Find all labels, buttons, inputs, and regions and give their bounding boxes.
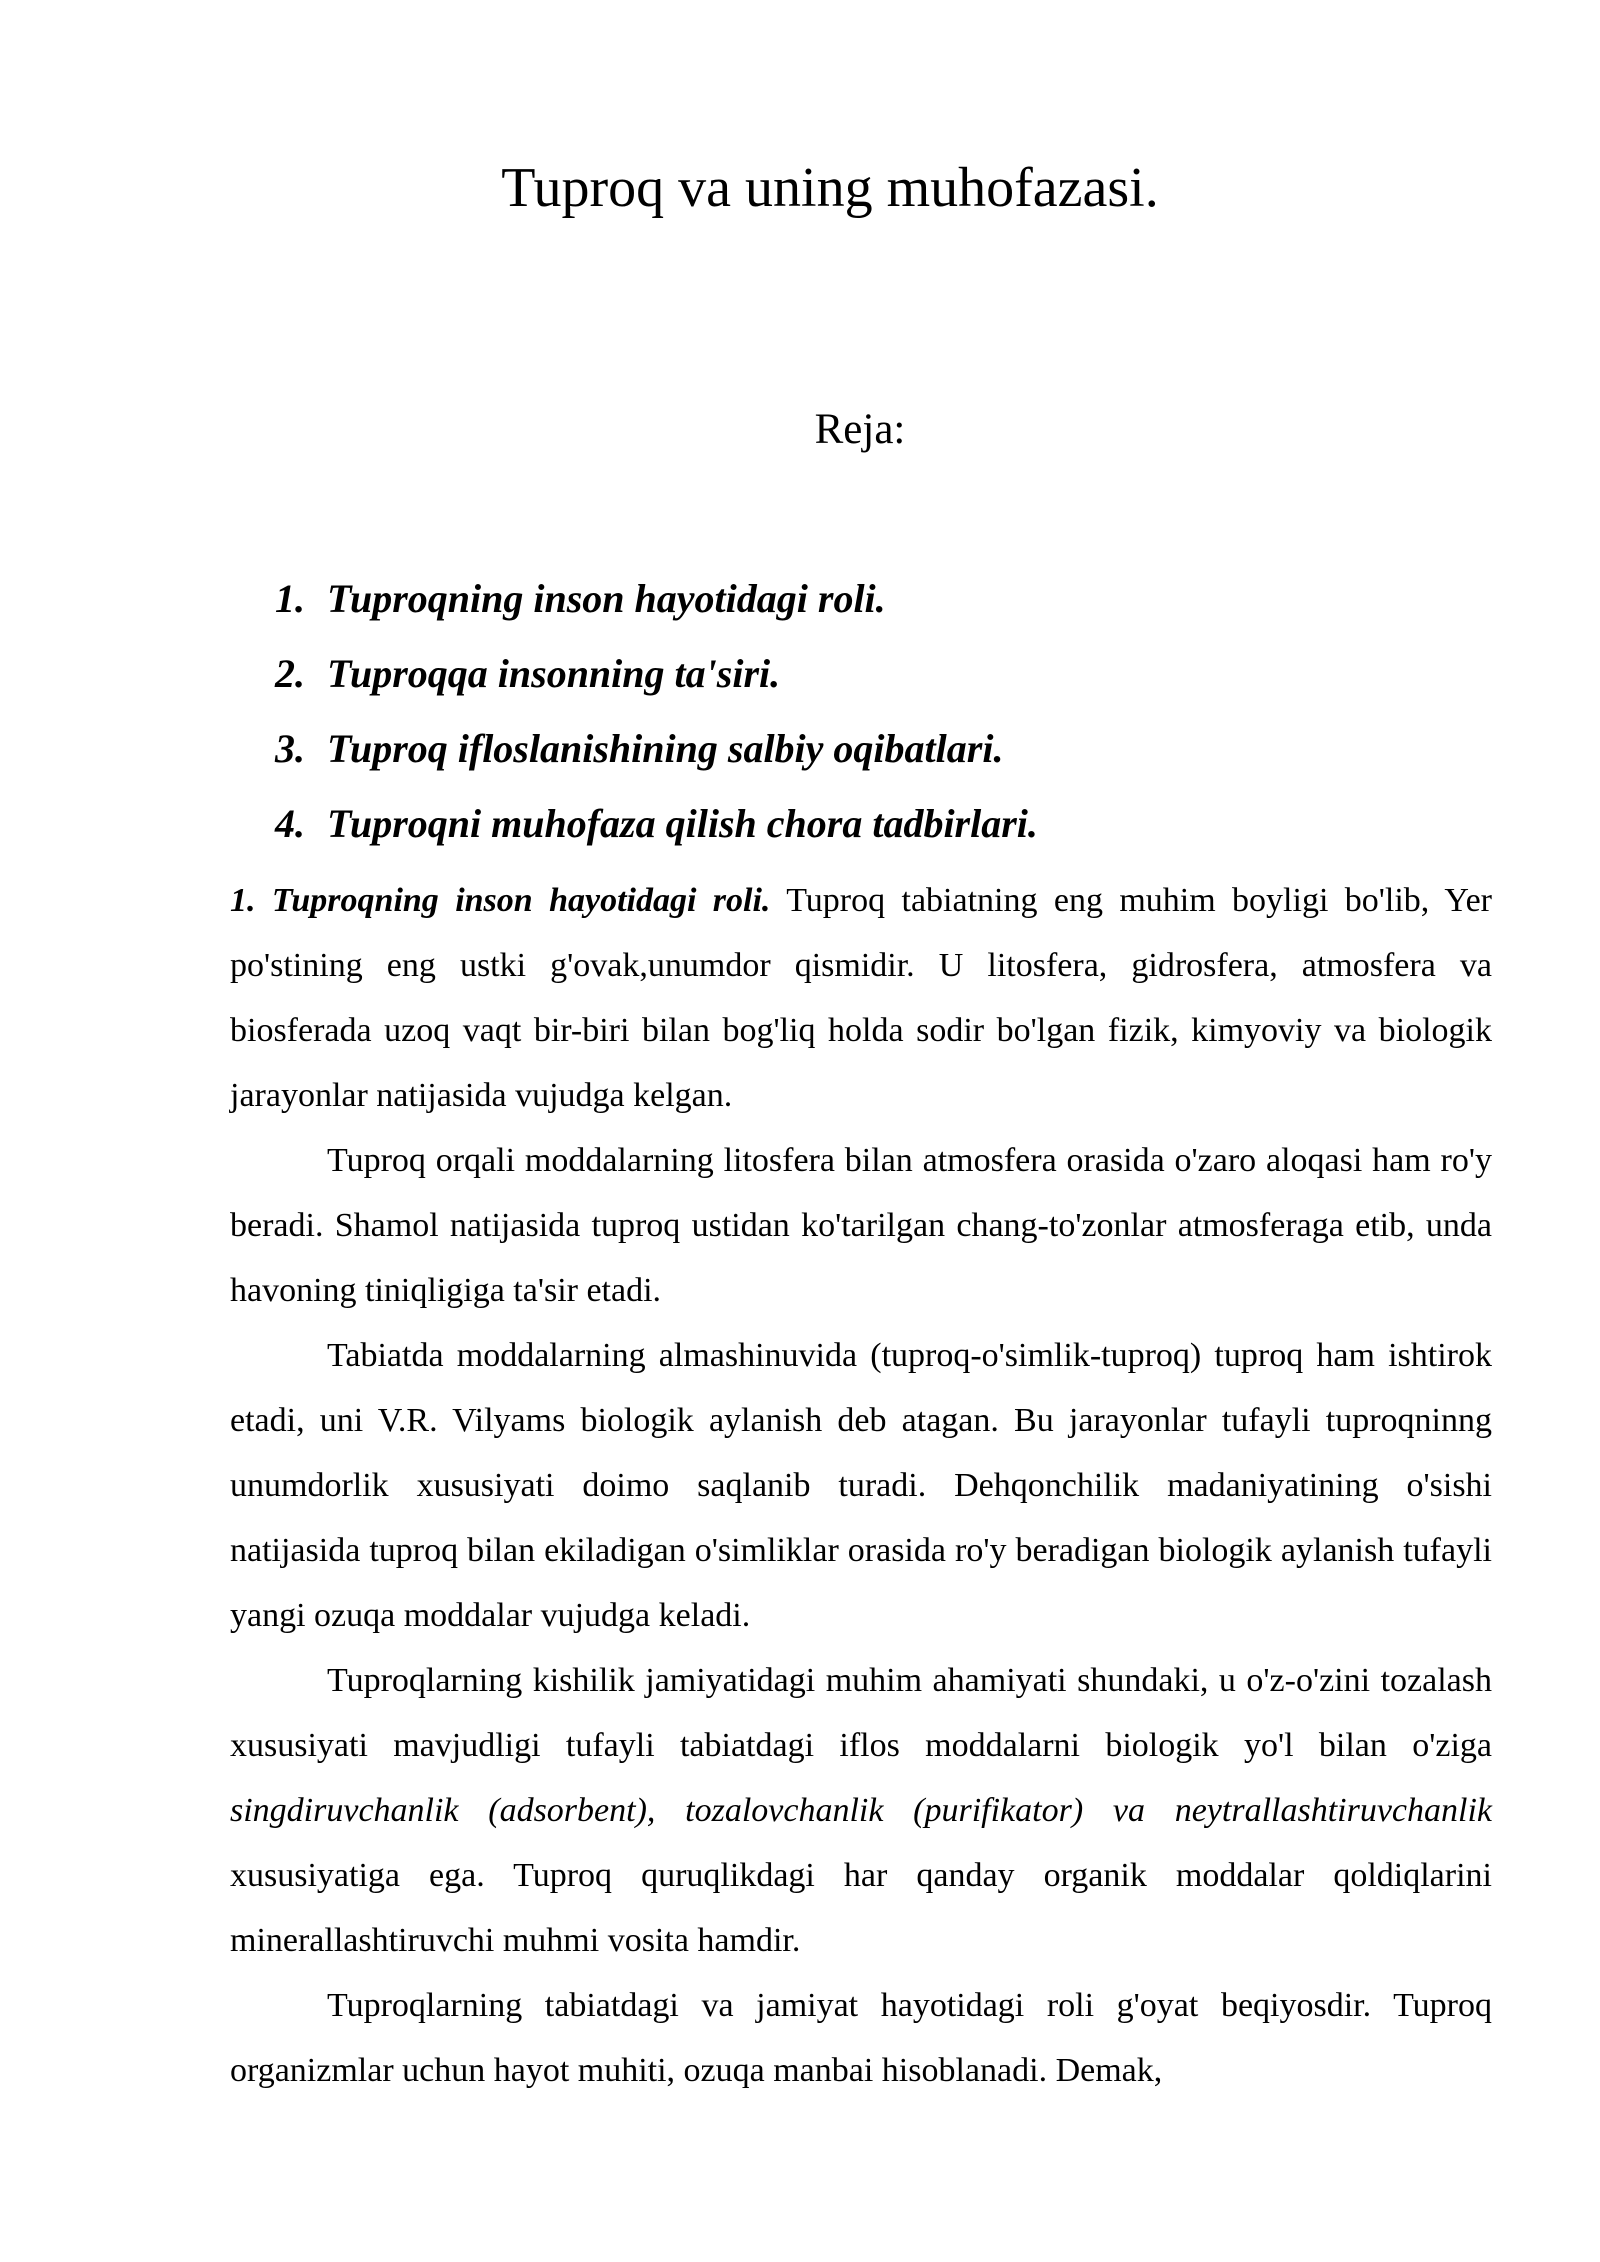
paragraph bbox=[230, 1128, 1492, 1323]
paragraph-text: Tuproqlarning tabiatdagi va jamiyat hayotidagi roli g'oyat beqiyosdir. Tuproq organizmlar uchun hayot muhiti, ozuqa manbai hisoblanadi. Demak, bbox=[230, 1987, 1492, 2089]
paragraph-text: Tabiatda moddalarning almashinuvida (tuproq-o'simlik-tuproq) tuproq ham ishtirok etadi, uni V.R. Vilyams biologik aylanish deb atagan. Bu jarayonlar tufayli tuproqninng unumdorlik xususiyati doimo saqlanib turadi. Dehqonchilik madaniyatining o'sishi natijasida tuproq bilan ekiladigan o'simliklar orasida ro'y beradigan biologik aylanish tufayli yangi ozuqa moddalar vujudga keladi. bbox=[230, 1337, 1492, 1634]
plan-heading: Reja: bbox=[814, 406, 906, 453]
document-title: Tuproq va uning muhofazasi. bbox=[501, 157, 1159, 219]
plan-item bbox=[275, 793, 1038, 868]
paragraph bbox=[230, 1323, 1492, 1648]
plan-item bbox=[275, 568, 1038, 643]
paragraph-text: Tuproqlarning kishilik jamiyatidagi muhim ahamiyati shundaki, u o'z-o'zini tozalash xususiyati mavjudligi tufayli tabiatdagi iflos moddalarni biologik yo'l bilan o'ziga bbox=[230, 1662, 1492, 1764]
plan-item-number: 4. bbox=[275, 801, 305, 846]
plan-list bbox=[275, 568, 1038, 868]
paragraph bbox=[230, 1973, 1492, 2103]
plan-item-text: Tuproqni muhofaza qilish chora tadbirlari. bbox=[327, 801, 1038, 846]
plan-item-text: Tuproq ifloslanishining salbiy oqibatlari. bbox=[327, 726, 1004, 771]
italic-terms: singdiruvchanlik (adsorbent), tozalovchanlik (purifikator) va neytrallashtiruvchanlik bbox=[230, 1792, 1492, 1829]
plan-item bbox=[275, 718, 1038, 793]
document-body bbox=[230, 868, 1492, 2103]
paragraph-text: Tuproq tabiatning eng muhim boyligi bo'lib, Yer po'stining eng ustki g'ovak,unumdor qismidir. U litosfera, gidrosfera, atmosfera va biosferada uzoq vaqt bir-biri bilan bog'liq holda sodir bo'lgan fizik, kimyoviy va biologik jarayonlar natijasida vujudga kelgan. bbox=[230, 882, 1492, 1114]
section-heading: 1. Tuproqning inson hayotidagi roli. bbox=[230, 882, 771, 919]
plan-item bbox=[275, 643, 1038, 718]
plan-item-number: 3. bbox=[275, 726, 305, 771]
paragraph-text: Tuproq orqali moddalarning litosfera bilan atmosfera orasida o'zaro aloqasi ham ro'y beradi. Shamol natijasida tuproq ustidan ko'tarilgan chang-to'zonlar atmosferaga etib, unda havoning tiniqligiga ta'sir etadi. bbox=[230, 1142, 1492, 1309]
paragraph bbox=[230, 868, 1492, 1128]
paragraph bbox=[230, 1648, 1492, 1973]
plan-item-number: 1. bbox=[275, 576, 305, 621]
plan-item-number: 2. bbox=[275, 651, 305, 696]
plan-item-text: Tuproqqa insonning ta'siri. bbox=[327, 651, 781, 696]
plan-item-text: Tuproqning inson hayotidagi roli. bbox=[327, 576, 886, 621]
paragraph-text: xususiyatiga ega. Tuproq quruqlikdagi har qanday organik moddalar qoldiqlarini minerallashtiruvchi muhmi vosita hamdir. bbox=[230, 1857, 1492, 1959]
